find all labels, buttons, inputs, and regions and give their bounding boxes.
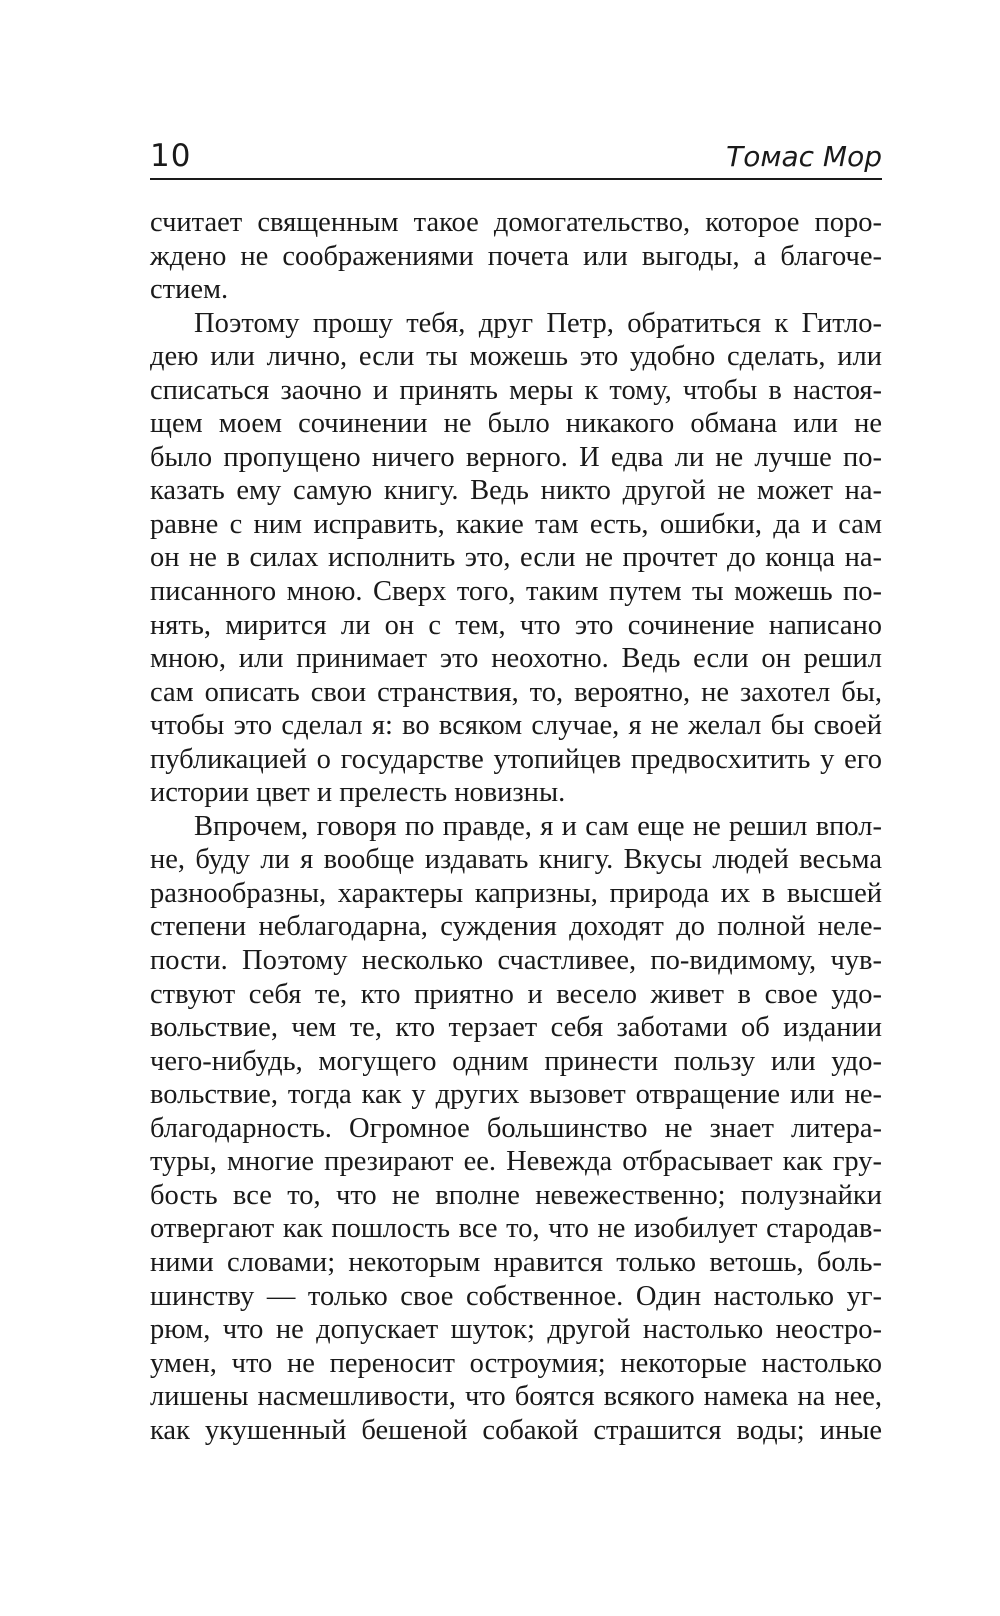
text-line: было пропущено ничего верного. И едва ли не лучше по- xyxy=(150,441,882,473)
text-line: сам описать свои странствия, то, вероятно, не захотел бы, xyxy=(150,676,882,708)
text-line: писанного мною. Сверх того, таким путем ты можешь по- xyxy=(150,576,882,608)
text-line: шинству — только свое собственное. Один настолько уг- xyxy=(150,1280,882,1312)
text-line: степени неблагодарна, суждения доходят до полной неле- xyxy=(150,911,882,943)
text-line: чтобы это сделал я: во всяком случае, я не желал бы своей xyxy=(150,710,882,742)
text-line: Поэтому прошу тебя, друг Петр, обратиться к Гитло- xyxy=(194,307,882,339)
text-line: бость все то, что не вполне невежественно; полузнайки xyxy=(150,1179,882,1211)
text-line: ствуют себя те, кто приятно и весело живет в свое удо- xyxy=(150,978,882,1010)
book-page xyxy=(150,130,882,1447)
text-line: мною, или принимает это неохотно. Ведь если он решил xyxy=(150,643,882,675)
text-line: чего-нибудь, могущего одним принести пользу или удо- xyxy=(150,1045,882,1077)
text-line: вольствие, чем те, кто терзает себя заботами об издании xyxy=(150,1012,882,1044)
body-text xyxy=(150,206,882,1447)
text-line: списаться заочно и принять меры к тому, чтобы в настоя- xyxy=(150,374,882,406)
text-line: равне с ним исправить, какие там есть, ошибки, да и сам xyxy=(150,508,882,540)
text-line: Впрочем, говоря по правде, я и сам еще не решил впол- xyxy=(194,810,882,842)
running-title: Томас Мор xyxy=(726,140,882,173)
text-line: публикацией о государстве утопийцев предвосхитить у его xyxy=(150,743,882,775)
text-line: вольствие, тогда как у других вызовет отвращение или не- xyxy=(150,1079,882,1111)
text-line: не, буду ли я вообще издавать книгу. Вкусы людей весьма xyxy=(150,844,882,876)
text-line: ними словами; некоторым нравится только ветошь, боль- xyxy=(150,1246,882,1278)
running-head xyxy=(150,130,882,180)
text-line: он не в силах исполнить это, если не прочтет до конца на- xyxy=(150,542,882,574)
text-line: умен, что не переносит остроумия; некоторые настолько xyxy=(150,1347,882,1379)
text-line: лишены насмешливости, что боятся всякого намека на нее, xyxy=(150,1381,882,1413)
text-line: разнообразны, характеры капризны, природа их в высшей xyxy=(150,877,882,909)
text-line: отвергают как пошлость все то, что не изобилует стародав- xyxy=(150,1213,882,1245)
page-number: 10 xyxy=(150,138,192,174)
text-line: щем моем сочинении не было никакого обмана или не xyxy=(150,408,882,440)
text-line: рюм, что не допускает шуток; другой настолько неостро- xyxy=(150,1314,882,1346)
text-line: дею или лично, если ты можешь это удобно сделать, или xyxy=(150,341,882,373)
text-line: ждено не соображениями почета или выгоды, а благоче- xyxy=(150,240,882,272)
text-line: казать ему самую книгу. Ведь никто другой не может на- xyxy=(150,475,882,507)
text-line: туры, многие презирают ее. Невежда отбрасывает как гру- xyxy=(150,1146,882,1178)
text-line: благодарность. Огромное большинство не знает литера- xyxy=(150,1112,882,1144)
text-line: пости. Поэтому несколько счастливее, по-видимому, чув- xyxy=(150,945,882,977)
text-line: истории цвет и прелесть новизны. xyxy=(150,777,566,809)
text-line: как укушенный бешеной собакой страшится воды; иные xyxy=(150,1414,882,1446)
text-line: считает священным такое домогательство, которое поро- xyxy=(150,207,882,238)
text-line: стием. xyxy=(150,274,229,306)
text-line: нять, мирится ли он с тем, что это сочинение написано xyxy=(150,609,882,641)
